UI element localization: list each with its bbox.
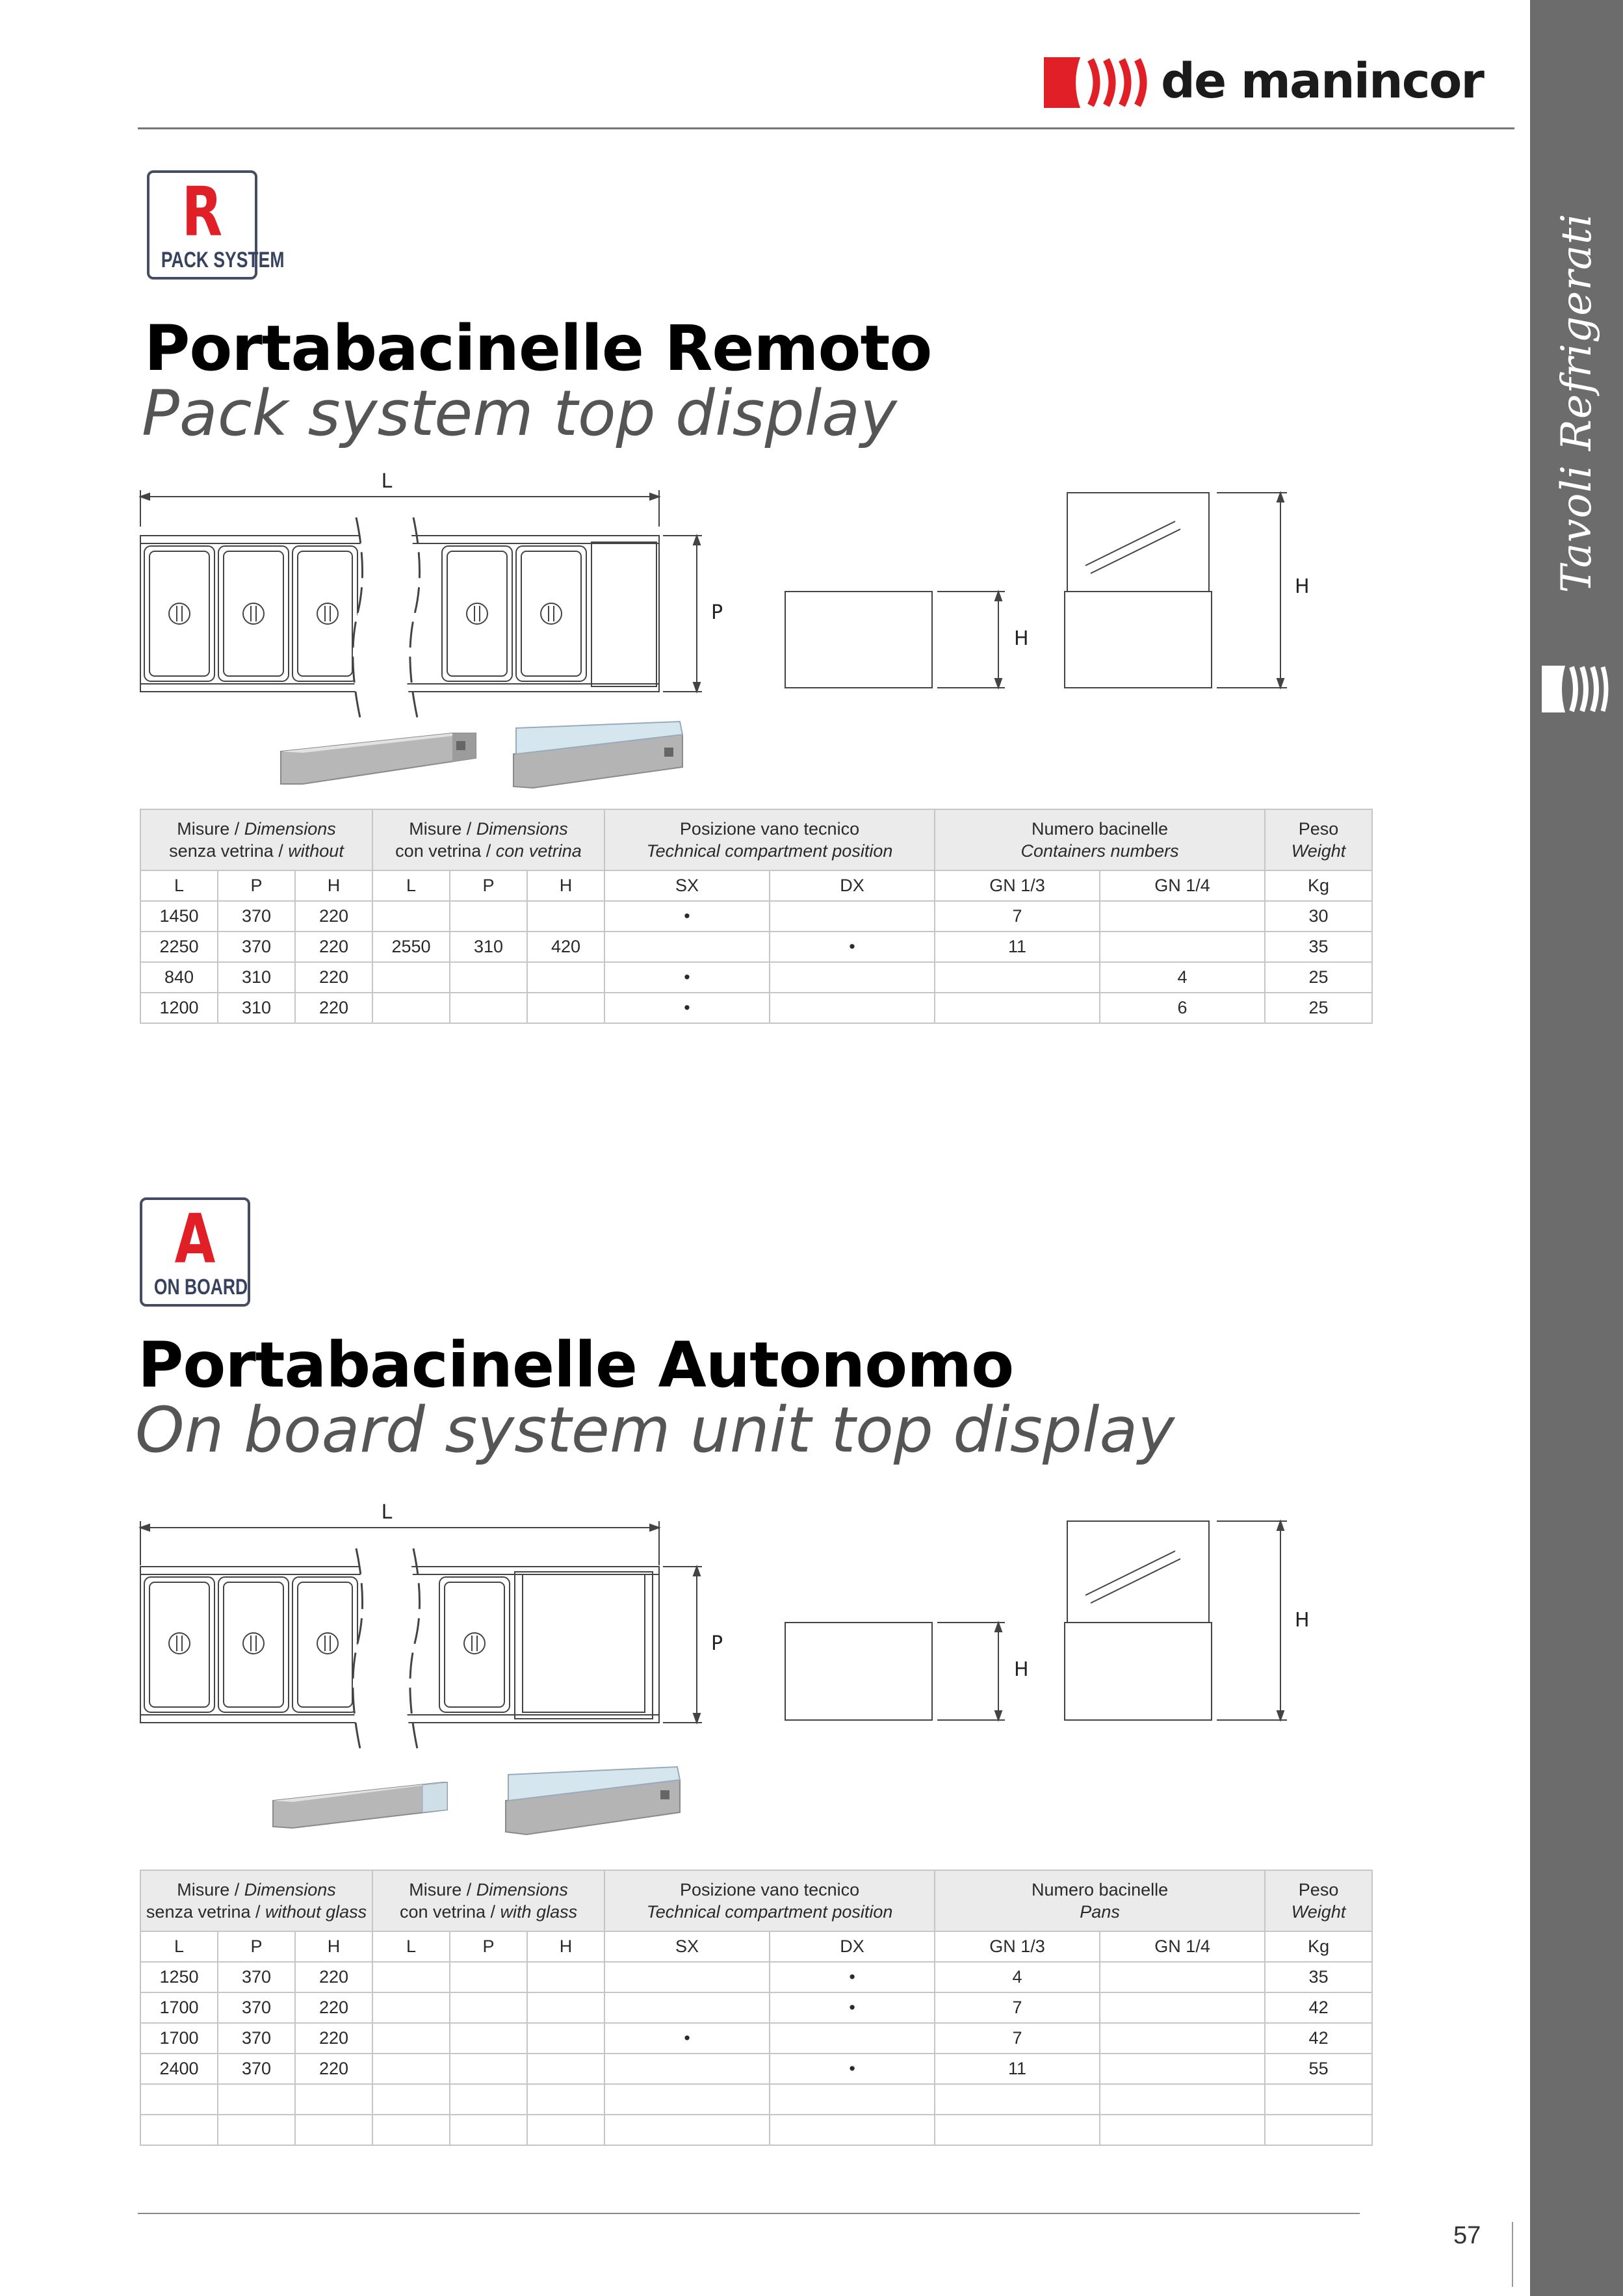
dim-label-H: H: [1014, 627, 1029, 650]
page-number-tick: [1512, 2222, 1513, 2287]
table-cell: 2550: [372, 932, 450, 962]
table-cell: [372, 993, 450, 1023]
section-title-it: Portabacinelle Remoto: [144, 312, 932, 385]
table-cell: [450, 2023, 527, 2054]
table-cell: [527, 901, 604, 932]
table-cell: 310: [450, 932, 527, 962]
subheader-cell: L: [140, 870, 218, 901]
table-row: [140, 962, 1372, 993]
table-header-row: [140, 809, 1372, 870]
badge-letter: R: [181, 172, 223, 252]
subheader-cell: L: [140, 1931, 218, 1962]
table-cell: [295, 2115, 372, 2145]
table-cell: [450, 2115, 527, 2145]
table-cell: •: [604, 962, 770, 993]
table-cell: [770, 2023, 935, 2054]
header-weight: Peso Weight: [1265, 809, 1372, 870]
dim-label-H: H: [1014, 1658, 1029, 1681]
table-cell: [527, 993, 604, 1023]
table-header-row: [140, 1870, 1372, 1931]
table-cell: [450, 2054, 527, 2084]
header-dimensions-without: Misure / Dimensions senza vetrina / without glass: [140, 1870, 372, 1931]
subheader-cell: H: [295, 870, 372, 901]
table-cell: [1265, 2115, 1372, 2145]
table-cell: 25: [1265, 962, 1372, 993]
table-cell: [295, 2084, 372, 2115]
product-photo-unit: [273, 1782, 447, 1828]
subheader-cell: Kg: [1265, 870, 1372, 901]
footer-divider: [138, 2213, 1360, 2214]
dim-label-P: P: [711, 1632, 723, 1655]
table-cell: [450, 1992, 527, 2023]
table-row: [140, 2023, 1372, 2054]
subheader-cell: H: [527, 870, 604, 901]
table-cell: •: [604, 901, 770, 932]
table-cell: [1100, 932, 1265, 962]
table-cell: [527, 1992, 604, 2023]
table-cell: 220: [295, 2054, 372, 2084]
table-cell: 35: [1265, 1962, 1372, 1992]
table-cell: 2400: [140, 2054, 218, 2084]
table-cell: [935, 2084, 1100, 2115]
table-row: [140, 1992, 1372, 2023]
table-cell: 55: [1265, 2054, 1372, 2084]
table-cell: [1100, 901, 1265, 932]
table-cell: 1700: [140, 1992, 218, 2023]
table-cell: 1200: [140, 993, 218, 1023]
table-cell: 370: [218, 1992, 295, 2023]
table-row: [140, 993, 1372, 1023]
table-cell: 220: [295, 932, 372, 962]
table-cell: 7: [935, 1992, 1100, 2023]
table-cell: 42: [1265, 2023, 1372, 2054]
brand-name: de manincor: [1161, 53, 1483, 109]
table-cell: 4: [935, 1962, 1100, 1992]
subheader-cell: P: [218, 870, 295, 901]
table-cell: [218, 2084, 295, 2115]
table-cell: 310: [218, 962, 295, 993]
table-cell: 1700: [140, 2023, 218, 2054]
table-row: [140, 932, 1372, 962]
table-cell: [372, 1962, 450, 1992]
table-cell: [450, 962, 527, 993]
table-cell: [372, 2054, 450, 2084]
dim-label-P: P: [711, 601, 723, 624]
table-cell: 220: [295, 2023, 372, 2054]
header-divider: [138, 127, 1514, 129]
table-cell: 6: [1100, 993, 1265, 1023]
table-cell: [770, 2115, 935, 2145]
subheader-cell: GN 1/4: [1100, 1931, 1265, 1962]
table-cell: [527, 2023, 604, 2054]
table-cell: 220: [295, 1962, 372, 1992]
table-row: [140, 2054, 1372, 2084]
table-cell: [140, 2115, 218, 2145]
table-cell: 11: [935, 932, 1100, 962]
table-cell: [1100, 2084, 1265, 2115]
table-cell: [450, 993, 527, 1023]
table-cell: •: [770, 932, 935, 962]
table-cell: [527, 2115, 604, 2145]
page-number: 57: [1453, 2222, 1481, 2249]
subheader-cell: SX: [604, 1931, 770, 1962]
table-cell: [450, 2084, 527, 2115]
table-cell: [140, 2084, 218, 2115]
table-cell: 220: [295, 962, 372, 993]
table-cell: [527, 1962, 604, 1992]
table-subheader-row: [140, 870, 1372, 901]
spec-table-pack: [140, 809, 1373, 1024]
table-cell: 220: [295, 993, 372, 1023]
table-cell: 420: [527, 932, 604, 962]
section-title-it: Portabacinelle Autonomo: [138, 1329, 1014, 1402]
table-cell: [770, 962, 935, 993]
table-cell: 370: [218, 932, 295, 962]
table-cell: [604, 932, 770, 962]
table-cell: [604, 1962, 770, 1992]
table-cell: 370: [218, 1962, 295, 1992]
subheader-cell: P: [450, 870, 527, 901]
header-dimensions-with: Misure / Dimensions con vetrina / con vetrina: [372, 809, 604, 870]
subheader-cell: P: [218, 1931, 295, 1962]
badge-text: ON BOARD: [153, 1275, 248, 1299]
table-cell: [372, 2023, 450, 2054]
table-cell: [372, 1992, 450, 2023]
subheader-cell: L: [372, 1931, 450, 1962]
table-row: [140, 901, 1372, 932]
table-row: [140, 2115, 1372, 2145]
table-cell: 11: [935, 2054, 1100, 2084]
table-cell: •: [770, 1962, 935, 1992]
table-cell: [450, 901, 527, 932]
subheader-cell: Kg: [1265, 1931, 1372, 1962]
table-cell: [372, 901, 450, 932]
subheader-cell: H: [295, 1931, 372, 1962]
table-cell: [450, 1962, 527, 1992]
dim-label-H: H: [1295, 575, 1310, 598]
table-cell: [604, 1992, 770, 2023]
subheader-cell: P: [450, 1931, 527, 1962]
brand-mark-icon: [1539, 663, 1611, 715]
spec-table-onboard: [140, 1870, 1373, 2146]
technical-drawing-pack: [136, 462, 1371, 800]
table-cell: 35: [1265, 932, 1372, 962]
table-cell: [1100, 2054, 1265, 2084]
table-cell: [604, 2054, 770, 2084]
dim-label-L: L: [381, 470, 393, 493]
header-dimensions-without: Misure / Dimensions senza vetrina / without: [140, 809, 372, 870]
table-cell: [527, 2084, 604, 2115]
table-row: [140, 2084, 1372, 2115]
product-photo-unit-glass: [513, 722, 682, 788]
technical-drawing-onboard: [136, 1494, 1371, 1845]
table-row: [140, 1962, 1372, 1992]
badge-letter: A: [174, 1199, 216, 1279]
table-cell: 220: [295, 901, 372, 932]
dim-label-L: L: [381, 1501, 393, 1524]
pack-system-badge: [147, 170, 285, 280]
table-cell: 2250: [140, 932, 218, 962]
table-cell: •: [604, 2023, 770, 2054]
table-cell: [770, 993, 935, 1023]
table-cell: 30: [1265, 901, 1372, 932]
table-cell: [527, 2054, 604, 2084]
section-title-en: Pack system top display: [142, 377, 897, 450]
table-cell: 370: [218, 2054, 295, 2084]
table-cell: 1450: [140, 901, 218, 932]
table-cell: 310: [218, 993, 295, 1023]
subheader-cell: GN 1/3: [935, 870, 1100, 901]
header-weight: Peso Weight: [1265, 1870, 1372, 1931]
header-containers: Numero bacinelle Pans: [935, 1870, 1265, 1931]
table-cell: [1100, 1992, 1265, 2023]
dim-label-H: H: [1295, 1609, 1310, 1632]
table-cell: [770, 2084, 935, 2115]
header-containers: Numero bacinelle Containers numbers: [935, 809, 1265, 870]
table-cell: [1265, 2084, 1372, 2115]
table-cell: 370: [218, 2023, 295, 2054]
table-cell: [527, 962, 604, 993]
table-cell: [372, 2084, 450, 2115]
subheader-cell: SX: [604, 870, 770, 901]
table-cell: 7: [935, 901, 1100, 932]
table-cell: [604, 2115, 770, 2145]
table-cell: 220: [295, 1992, 372, 2023]
table-cell: [1100, 1962, 1265, 1992]
table-cell: [935, 962, 1100, 993]
table-subheader-row: [140, 1931, 1372, 1962]
table-cell: •: [770, 2054, 935, 2084]
product-photo-unit-glass: [506, 1767, 680, 1834]
table-cell: 1250: [140, 1962, 218, 1992]
side-category-title: Tavoli Refrigerati: [1553, 213, 1601, 594]
brand-logo-icon: [1040, 55, 1157, 111]
table-cell: 25: [1265, 993, 1372, 1023]
product-photo-unit: [281, 733, 476, 784]
header-compartment-position: Posizione vano tecnico Technical compartment position: [604, 809, 935, 870]
table-cell: [1100, 2023, 1265, 2054]
badge-text: PACK SYSTEM: [161, 248, 285, 272]
subheader-cell: H: [527, 1931, 604, 1962]
table-cell: [604, 2084, 770, 2115]
table-cell: 370: [218, 901, 295, 932]
subheader-cell: GN 1/3: [935, 1931, 1100, 1962]
table-cell: [372, 962, 450, 993]
header-compartment-position: Posizione vano tecnico Technical compartment position: [604, 1870, 935, 1931]
subheader-cell: DX: [770, 870, 935, 901]
subheader-cell: DX: [770, 1931, 935, 1962]
subheader-cell: L: [372, 870, 450, 901]
table-cell: [935, 993, 1100, 1023]
section-title-en: On board system unit top display: [135, 1394, 1175, 1467]
table-cell: [1100, 2115, 1265, 2145]
table-cell: 42: [1265, 1992, 1372, 2023]
subheader-cell: GN 1/4: [1100, 870, 1265, 901]
table-cell: 840: [140, 962, 218, 993]
table-cell: •: [604, 993, 770, 1023]
table-cell: •: [770, 1992, 935, 2023]
table-cell: [218, 2115, 295, 2145]
header-dimensions-with: Misure / Dimensions con vetrina / with glass: [372, 1870, 604, 1931]
table-cell: [372, 2115, 450, 2145]
table-cell: 7: [935, 2023, 1100, 2054]
table-cell: [770, 901, 935, 932]
on-board-badge: [140, 1197, 250, 1307]
table-cell: [935, 2115, 1100, 2145]
table-cell: 4: [1100, 962, 1265, 993]
